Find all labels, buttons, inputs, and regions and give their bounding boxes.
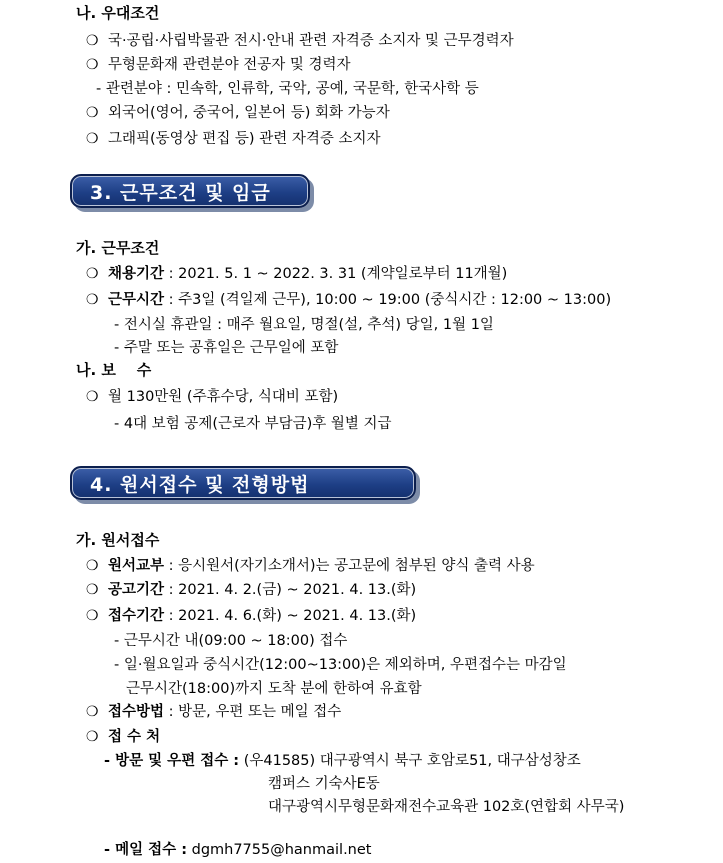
- list-item: [86, 103, 390, 123]
- reception-period-label: 접수기간: [108, 608, 165, 624]
- reception-place-label: 접 수 처: [108, 729, 161, 745]
- reception-place: [86, 727, 160, 747]
- employment-period-value: : 2021. 5. 1 ~ 2022. 3. 31 (계약일로부터 11개월): [164, 266, 508, 282]
- circle-bullet-icon: ❍: [86, 608, 99, 624]
- section-4-banner: 4. 원서접수 및 전형방법: [70, 466, 416, 500]
- list-item-text: 무형문화재 관련분야 전공자 및 경력자: [108, 57, 351, 73]
- circle-bullet-icon: ❍: [86, 292, 99, 308]
- address-line: 캠퍼스 기숙사E동: [268, 776, 380, 792]
- salary: [86, 387, 338, 407]
- preference-heading: 나. 우대조건: [76, 4, 160, 22]
- circle-bullet-icon: ❍: [86, 266, 99, 282]
- reception-period-value: : 2021. 4. 6.(화) ~ 2021. 4. 13.(화): [164, 608, 417, 624]
- employment-period: [86, 264, 507, 284]
- form-distribution: [86, 556, 535, 576]
- notice-period-value: : 2021. 4. 2.(금) ~ 2021. 4. 13.(화): [164, 582, 417, 598]
- circle-bullet-icon: ❍: [86, 558, 99, 574]
- email-address[interactable]: dgmh7755@hanmail.net: [187, 842, 372, 858]
- work-conditions-heading: 가. 근무조건: [76, 239, 160, 257]
- list-item-text: 외국어(영어, 중국어, 일본어 등) 회화 가능자: [108, 105, 390, 121]
- list-item-text: 그래픽(동영상 편집 등) 관련 자격증 소지자: [108, 131, 381, 147]
- circle-bullet-icon: ❍: [86, 582, 99, 598]
- visit-mail-address: [104, 751, 581, 771]
- list-item: [86, 55, 351, 75]
- address-line: (우41585) 대구광역시 북구 호암로51, 대구삼성창조: [239, 753, 581, 769]
- notice-period: [86, 580, 416, 600]
- circle-bullet-icon: ❍: [86, 105, 99, 121]
- notice-period-label: 공고기간: [108, 582, 165, 598]
- visit-mail-label: - 방문 및 우편 접수 :: [104, 753, 240, 769]
- list-item-note: - 관련분야 : 민속학, 인류학, 국악, 공예, 국문학, 한국사학 등: [96, 81, 479, 97]
- section-3-banner: 3. 근무조건 및 임금: [70, 174, 310, 208]
- work-hours: [86, 290, 611, 310]
- circle-bullet-icon: ❍: [86, 57, 99, 73]
- form-distribution-label: 원서교부: [108, 558, 165, 574]
- reception-method: [86, 702, 341, 722]
- list-item: [86, 129, 380, 149]
- work-hours-value: : 주3일 (격일제 근무), 10:00 ~ 19:00 (중식시간 : 12:00 ~ 13:00): [164, 292, 612, 308]
- list-item: [86, 31, 514, 51]
- work-hours-label: 근무시간: [108, 292, 165, 308]
- employment-period-label: 채용기간: [108, 266, 165, 282]
- email-label: - 메일 접수 :: [104, 842, 187, 858]
- form-distribution-value: : 응시원서(자기소개서)는 공고문에 첨부된 양식 출력 사용: [164, 558, 535, 574]
- circle-bullet-icon: ❍: [86, 704, 99, 720]
- address-line: 대구광역시무형문화재전수교육관 102호(연합회 사무국): [268, 799, 625, 815]
- circle-bullet-icon: ❍: [86, 131, 99, 147]
- salary-value: 월 130만원 (주휴수당, 식대비 포함): [108, 389, 339, 405]
- reception-note: 근무시간(18:00)까지 도착 분에 한하여 유효함: [126, 681, 422, 697]
- reception-period: [86, 606, 416, 626]
- reception-method-value: : 방문, 우편 또는 메일 접수: [164, 704, 342, 720]
- reception-note: - 일·월요일과 중식시간(12:00~13:00)은 제외하며, 우편접수는 마감일: [114, 657, 567, 673]
- reception-note: - 근무시간 내(09:00 ~ 18:00) 접수: [114, 633, 348, 649]
- email-reception: [104, 840, 371, 860]
- work-hours-note: - 전시실 휴관일 : 매주 월요일, 명절(설, 추석) 당일, 1월 1일: [114, 317, 494, 333]
- circle-bullet-icon: ❍: [86, 729, 99, 745]
- circle-bullet-icon: ❍: [86, 33, 99, 49]
- application-heading: 가. 원서접수: [76, 531, 160, 549]
- circle-bullet-icon: ❍: [86, 389, 99, 405]
- work-hours-note: - 주말 또는 공휴일은 근무일에 포함: [114, 340, 339, 356]
- list-item-text: 국·공립·사립박물관 전시·안내 관련 자격증 소지자 및 근무경력자: [108, 33, 514, 49]
- reception-method-label: 접수방법: [108, 704, 165, 720]
- salary-heading: 나. 보 수: [76, 361, 152, 379]
- salary-note: - 4대 보험 공제(근로자 부담금)후 월별 지급: [114, 416, 392, 432]
